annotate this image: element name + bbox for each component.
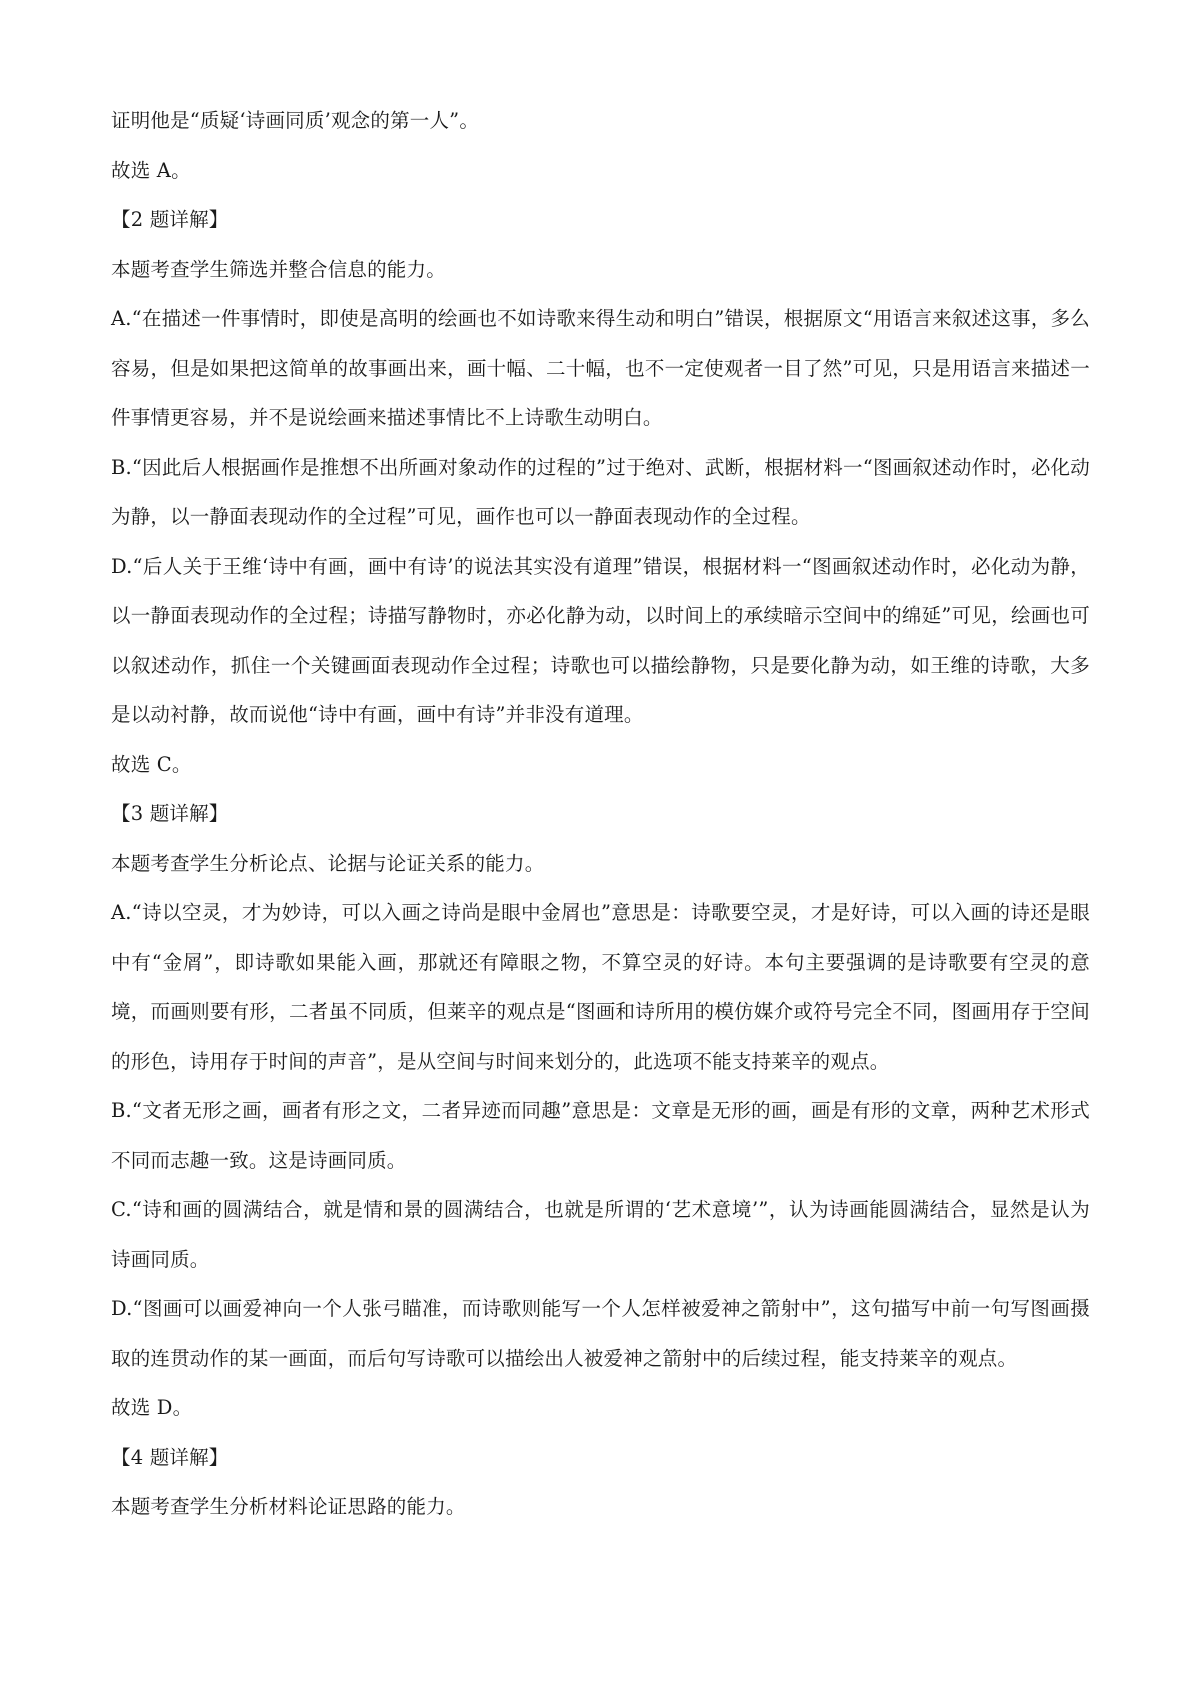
heading-q4-detail: 【4 题详解】 — [111, 1445, 229, 1469]
paragraph-q2-option-b: B.“因此后人根据画作是推想不出所画对象动作的过程的”过于绝对、武断，根据材料一“图画叙述动作时，必化动为静，以一静面表现动作的全过程”可见，画作也可以一静面表现动作的全过程。 — [111, 455, 1090, 528]
answer-q2: 故选 C。 — [111, 752, 192, 776]
paragraph-q3-option-d: D.“图画可以画爱神向一个人张弓瞄准，而诗歌则能写一个人怎样被爱神之箭射中”，这句描写中前一句写图画摄取的连贯动作的某一画面，而后句写诗歌可以描绘出人被爱神之箭射中的后续过程，能支持莱辛的观点。 — [111, 1297, 1090, 1370]
paragraph-q2-option-d: D.“后人关于王维‘诗中有画，画中有诗’的说法其实没有道理”错误，根据材料一“图画叙述动作时，必化动为静，以一静面表现动作的全过程；诗描写静物时，亦必化静为动，以时间上的承续暗示空间中的绵延”可见，绘画也可以叙述动作，抓住一个关键画面表现动作全过程；诗歌也可以描绘静物，只是要化静为动，如王维的诗歌，大多是以动衬静，故而说他“诗中有画，画中有诗”并非没有道理。 — [111, 554, 1090, 726]
paragraph-q3-option-c: C.“诗和画的圆满结合，就是情和景的圆满结合，也就是所谓的‘艺术意境’”，认为诗画能圆满结合，显然是认为诗画同质。 — [111, 1198, 1090, 1271]
paragraph-q3-option-a: A.“诗以空灵，才为妙诗，可以入画之诗尚是眼中金屑也”意思是：诗歌要空灵，才是好诗，可以入画的诗还是眼中有“金屑”，即诗歌如果能入画，那就还有障眼之物，不算空灵的好诗。本句主要强调的是诗歌要有空灵的意境，而画则要有形，二者虽不同质，但莱辛的观点是“图画和诗所用的模仿媒介或符号完全不同，图画用存于空间的形色，诗用存于时间的声音”，是从空间与时间来划分的，此选项不能支持莱辛的观点。 — [111, 901, 1090, 1073]
paragraph-q3-option-b: B.“文者无形之画，画者有形之文，二者异迹而同趣”意思是：文章是无形的画，画是有形的文章，两种艺术形式不同而志趣一致。这是诗画同质。 — [111, 1099, 1090, 1172]
answer-q1: 故选 A。 — [111, 158, 191, 182]
answer-q3: 故选 D。 — [111, 1396, 193, 1419]
paragraph-conclusion-1: 证明他是“质疑‘诗画同质’观念的第一人”。 — [111, 109, 480, 132]
heading-q3-detail: 【3 题详解】 — [111, 802, 229, 825]
paragraph-q2-option-a: A.“在描述一件事情时，即使是高明的绘画也不如诗歌来得生动和明白”错误，根据原文“用语言来叙述这事，多么容易，但是如果把这简单的故事画出来，画十幅、二十幅，也不一定使观者一目了然”可见，只是用语言来描述一件事情更容易，并不是说绘画来描述事情比不上诗歌生动明白。 — [111, 307, 1090, 429]
heading-q2-detail: 【2 题详解】 — [111, 208, 229, 231]
paragraph-q2-intro: 本题考查学生筛选并整合信息的能力。 — [111, 257, 446, 281]
paragraph-q4-intro: 本题考查学生分析材料论证思路的能力。 — [111, 1495, 466, 1518]
paragraph-q3-intro: 本题考查学生分析论点、论据与论证关系的能力。 — [111, 851, 545, 875]
